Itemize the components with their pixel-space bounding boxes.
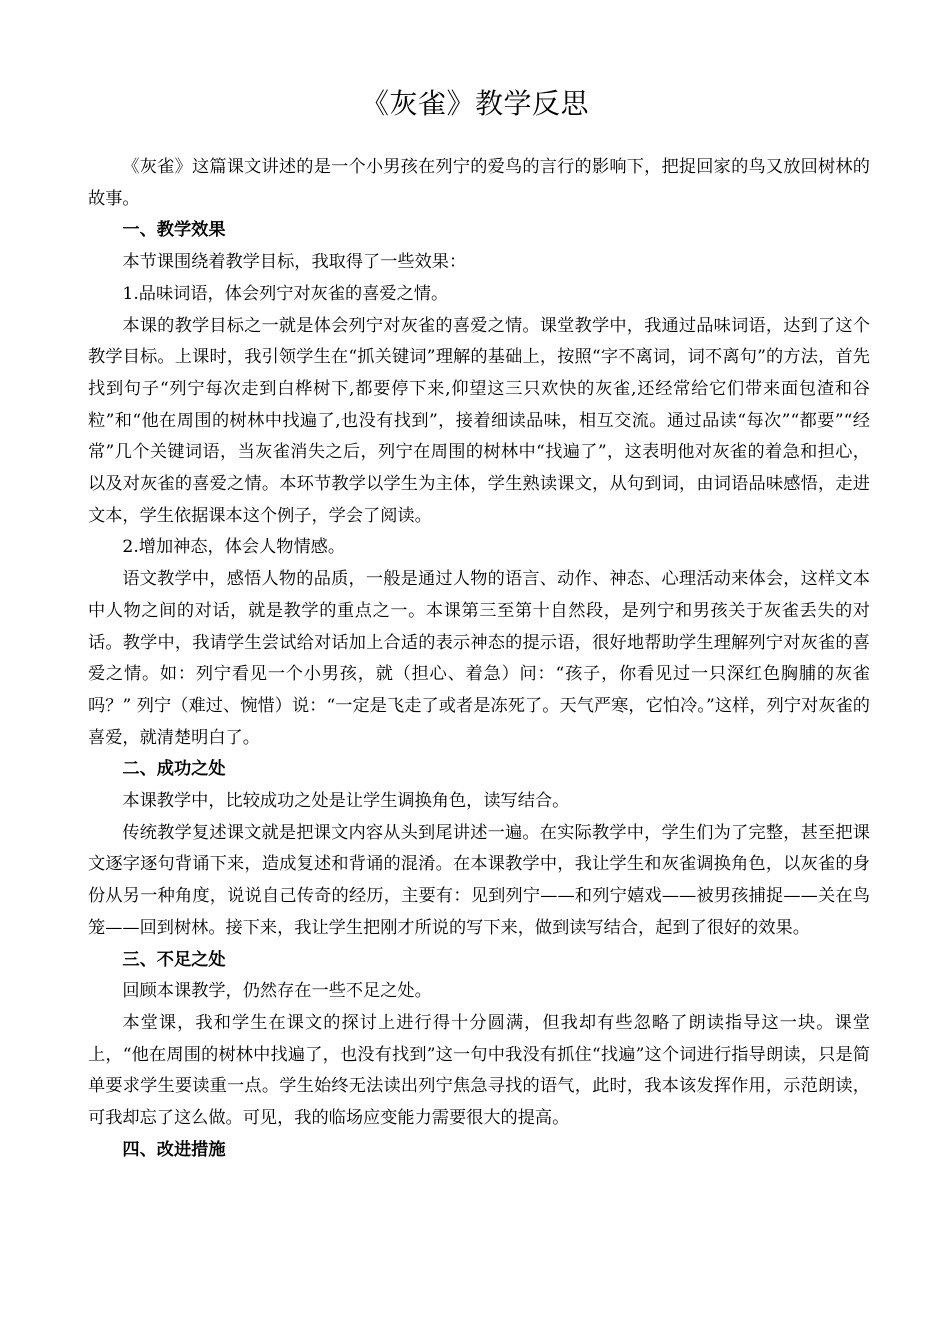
paragraph: 传统教学复述课文就是把课文内容从头到尾讲述一遍。在实际教学中，学生们为了完整，甚至把课文逐字逐句背诵下来，造成复述和背诵的混淆。在本课教学中，我让学生和灰雀调换角色，以灰雀的身份从另一种角度，说说自己传奇的经历，主要有：见到列宁——和列宁嬉戏——被男孩捕捉——关在鸟笼——回到树林。接下来，我让学生把刚才所说的写下来，做到读写结合，起到了很好的效果。 bbox=[88, 822, 870, 938]
section-heading-successes: 二、成功之处 bbox=[122, 759, 226, 780]
paragraph: 本堂课，我和学生在课文的探讨上进行得十分圆满，但我却有些忽略了朗读指导这一块。课堂上，“他在周围的树林中找遍了，也没有找到”这一句中我没有抓住“找遍”这个词进行指导朗读，只是简单要求学生要读重一点。学生始终无法读出列宁焦急寻找的语气，此时，我本该发挥作用，示范朗读，可我却忘了这么做。可见，我的临场应变能力需要很大的提高。 bbox=[88, 1012, 870, 1129]
paragraph: 本课教学中，比较成功之处是让学生调换角色，读写结合。 bbox=[122, 791, 570, 812]
subheading-point-2: 2.增加神态，体会人物情感。 bbox=[122, 537, 346, 558]
document-body bbox=[88, 152, 870, 1167]
section-heading-teaching-effect: 一、教学效果 bbox=[122, 220, 226, 241]
section-heading-improvements: 四、改进措施 bbox=[122, 1139, 226, 1160]
subheading-point-1: 1.品味词语，体会列宁对灰雀的喜爱之情。 bbox=[122, 283, 449, 304]
intro-paragraph: 《灰雀》这篇课文讲述的是一个小男孩在列宁的爱鸟的言行的影响下，把捉回家的鸟又放回树林的故事。 bbox=[88, 157, 870, 209]
document-title: 《灰雀》教学反思 bbox=[360, 87, 589, 120]
paragraph: 本节课围绕着教学目标，我取得了一些效果： bbox=[122, 252, 467, 273]
paragraph: 回顾本课教学，仍然存在一些不足之处。 bbox=[122, 981, 432, 1002]
section-heading-shortcomings: 三、不足之处 bbox=[122, 949, 226, 970]
paragraph: 语文教学中，感悟人物的品质，一般是通过人物的语言、动作、神态、心理活动来体会，这样文本中人物之间的对话，就是教学的重点之一。本课第三至第十自然段，是列宁和男孩关于灰雀丢失的对话。教学中，我请学生尝试给对话加上合适的表示神态的提示语，很好地帮助学生理解列宁对灰雀的喜爱之情。如：列宁看见一个小男孩，就（担心、着急）问：“孩子，你看见过一只深红色胸脯的灰雀吗？” 列宁（难过、惋惜）说：“一定是飞走了或者是冻死了。天气严寒，它怕冷。”这样，列宁对灰雀的喜爱，就清楚明白了。 bbox=[88, 569, 870, 748]
paragraph: 本课的教学目标之一就是体会列宁对灰雀的喜爱之情。课堂教学中，我通过品味词语，达到了这个教学目标。上课时，我引领学生在“抓关键词”理解的基础上，按照“字不离词，词不离句”的方法，首先找到句子“列宁每次走到白桦树下,都要停下来,仰望这三只欢快的灰雀,还经常给它们带来面包渣和谷粒”和“他在周围的树林中找遍了,也没有找到”，接着细读品味，相互交流。通过品读“每次”“都要”“经常”几个关键词语，当灰雀消失之后，列宁在周围的树林中“找遍了”，这表明他对灰雀的着急和担心，以及对灰雀的喜爱之情。本环节教学以学生为主体，学生熟读课文，从句到词，由词语品味感悟，走进文本，学生依据课本这个例子，学会了阅读。 bbox=[88, 315, 870, 526]
